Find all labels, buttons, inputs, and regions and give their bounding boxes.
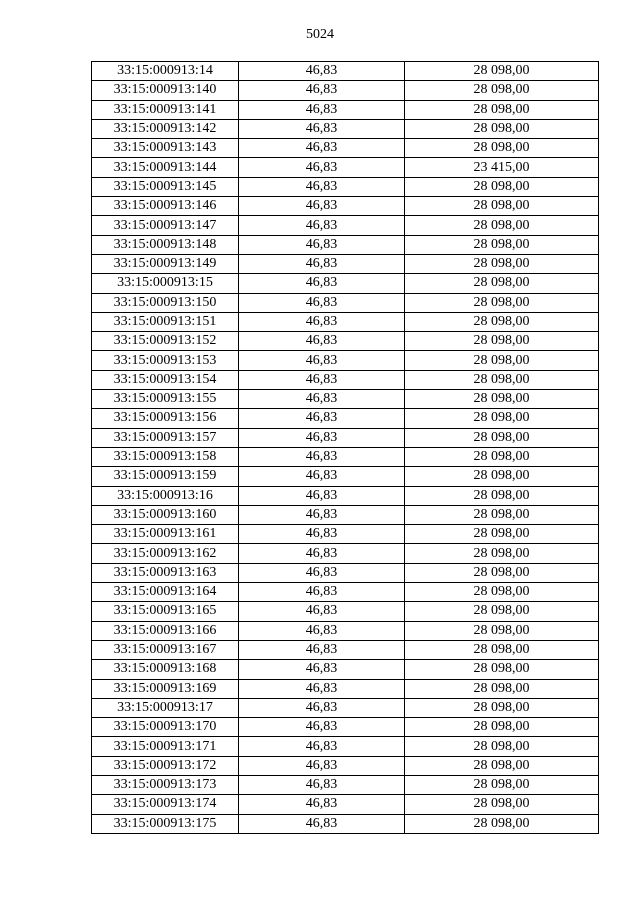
cadastral-number-cell: 33:15:000913:143 (92, 139, 239, 158)
cadastral-number-cell: 33:15:000913:170 (92, 718, 239, 737)
area-cell: 46,83 (239, 351, 405, 370)
value-cell: 28 098,00 (405, 467, 599, 486)
value-cell: 28 098,00 (405, 139, 599, 158)
table-row (92, 409, 599, 428)
cadastral-number-cell: 33:15:000913:171 (92, 737, 239, 756)
cadastral-number-cell: 33:15:000913:174 (92, 795, 239, 814)
value-cell: 28 098,00 (405, 544, 599, 563)
table-row (92, 235, 599, 254)
table-row (92, 119, 599, 138)
table-row (92, 505, 599, 524)
area-cell: 46,83 (239, 390, 405, 409)
cadastral-number-cell: 33:15:000913:15 (92, 274, 239, 293)
cadastral-number-cell: 33:15:000913:142 (92, 119, 239, 138)
table-row (92, 390, 599, 409)
table-row (92, 293, 599, 312)
table-row (92, 621, 599, 640)
value-cell: 28 098,00 (405, 698, 599, 717)
cadastral-number-cell: 33:15:000913:141 (92, 100, 239, 119)
table-row (92, 370, 599, 389)
table-row (92, 197, 599, 216)
cadastral-table (91, 61, 599, 834)
area-cell: 46,83 (239, 370, 405, 389)
cadastral-number-cell: 33:15:000913:14 (92, 62, 239, 81)
table-row (92, 139, 599, 158)
table-row (92, 679, 599, 698)
cadastral-number-cell: 33:15:000913:16 (92, 486, 239, 505)
area-cell: 46,83 (239, 447, 405, 466)
table-row (92, 351, 599, 370)
value-cell: 28 098,00 (405, 119, 599, 138)
table-row (92, 158, 599, 177)
table-row (92, 332, 599, 351)
cadastral-number-cell: 33:15:000913:148 (92, 235, 239, 254)
cadastral-number-cell: 33:15:000913:175 (92, 814, 239, 833)
cadastral-number-cell: 33:15:000913:165 (92, 602, 239, 621)
value-cell: 28 098,00 (405, 351, 599, 370)
value-cell: 23 415,00 (405, 158, 599, 177)
cadastral-number-cell: 33:15:000913:151 (92, 312, 239, 331)
cadastral-number-cell: 33:15:000913:158 (92, 447, 239, 466)
value-cell: 28 098,00 (405, 177, 599, 196)
value-cell: 28 098,00 (405, 312, 599, 331)
value-cell: 28 098,00 (405, 814, 599, 833)
table-row (92, 447, 599, 466)
value-cell: 28 098,00 (405, 525, 599, 544)
value-cell: 28 098,00 (405, 775, 599, 794)
cadastral-number-cell: 33:15:000913:166 (92, 621, 239, 640)
area-cell: 46,83 (239, 775, 405, 794)
area-cell: 46,83 (239, 795, 405, 814)
area-cell: 46,83 (239, 544, 405, 563)
value-cell: 28 098,00 (405, 718, 599, 737)
value-cell: 28 098,00 (405, 81, 599, 100)
value-cell: 28 098,00 (405, 254, 599, 273)
cadastral-number-cell: 33:15:000913:147 (92, 216, 239, 235)
area-cell: 46,83 (239, 679, 405, 698)
cadastral-number-cell: 33:15:000913:173 (92, 775, 239, 794)
area-cell: 46,83 (239, 525, 405, 544)
table-row (92, 698, 599, 717)
cadastral-number-cell: 33:15:000913:17 (92, 698, 239, 717)
area-cell: 46,83 (239, 409, 405, 428)
table-row (92, 775, 599, 794)
value-cell: 28 098,00 (405, 602, 599, 621)
value-cell: 28 098,00 (405, 235, 599, 254)
table-body (92, 62, 599, 834)
area-cell: 46,83 (239, 718, 405, 737)
value-cell: 28 098,00 (405, 486, 599, 505)
value-cell: 28 098,00 (405, 447, 599, 466)
area-cell: 46,83 (239, 756, 405, 775)
value-cell: 28 098,00 (405, 505, 599, 524)
area-cell: 46,83 (239, 602, 405, 621)
table-row (92, 81, 599, 100)
cadastral-number-cell: 33:15:000913:144 (92, 158, 239, 177)
cadastral-number-cell: 33:15:000913:161 (92, 525, 239, 544)
table-row (92, 100, 599, 119)
cadastral-number-cell: 33:15:000913:160 (92, 505, 239, 524)
table-row (92, 216, 599, 235)
area-cell: 46,83 (239, 216, 405, 235)
area-cell: 46,83 (239, 505, 405, 524)
area-cell: 46,83 (239, 640, 405, 659)
value-cell: 28 098,00 (405, 409, 599, 428)
cadastral-number-cell: 33:15:000913:169 (92, 679, 239, 698)
cadastral-number-cell: 33:15:000913:172 (92, 756, 239, 775)
value-cell: 28 098,00 (405, 197, 599, 216)
value-cell: 28 098,00 (405, 679, 599, 698)
area-cell: 46,83 (239, 62, 405, 81)
table-row (92, 756, 599, 775)
area-cell: 46,83 (239, 312, 405, 331)
area-cell: 46,83 (239, 583, 405, 602)
value-cell: 28 098,00 (405, 795, 599, 814)
area-cell: 46,83 (239, 428, 405, 447)
area-cell: 46,83 (239, 467, 405, 486)
value-cell: 28 098,00 (405, 583, 599, 602)
table-row (92, 312, 599, 331)
value-cell: 28 098,00 (405, 640, 599, 659)
table-row (92, 814, 599, 833)
cadastral-number-cell: 33:15:000913:146 (92, 197, 239, 216)
cadastral-number-cell: 33:15:000913:156 (92, 409, 239, 428)
value-cell: 28 098,00 (405, 100, 599, 119)
cadastral-number-cell: 33:15:000913:163 (92, 563, 239, 582)
table-row (92, 640, 599, 659)
area-cell: 46,83 (239, 158, 405, 177)
value-cell: 28 098,00 (405, 216, 599, 235)
area-cell: 46,83 (239, 332, 405, 351)
area-cell: 46,83 (239, 563, 405, 582)
value-cell: 28 098,00 (405, 660, 599, 679)
cadastral-number-cell: 33:15:000913:145 (92, 177, 239, 196)
table-row (92, 274, 599, 293)
area-cell: 46,83 (239, 486, 405, 505)
area-cell: 46,83 (239, 274, 405, 293)
area-cell: 46,83 (239, 698, 405, 717)
table-row (92, 486, 599, 505)
table-row (92, 563, 599, 582)
value-cell: 28 098,00 (405, 390, 599, 409)
area-cell: 46,83 (239, 737, 405, 756)
area-cell: 46,83 (239, 100, 405, 119)
value-cell: 28 098,00 (405, 428, 599, 447)
value-cell: 28 098,00 (405, 756, 599, 775)
cadastral-number-cell: 33:15:000913:157 (92, 428, 239, 447)
value-cell: 28 098,00 (405, 370, 599, 389)
table-row (92, 718, 599, 737)
table-row (92, 525, 599, 544)
area-cell: 46,83 (239, 235, 405, 254)
table-row (92, 583, 599, 602)
table-row (92, 660, 599, 679)
cadastral-number-cell: 33:15:000913:159 (92, 467, 239, 486)
cadastral-number-cell: 33:15:000913:164 (92, 583, 239, 602)
cadastral-number-cell: 33:15:000913:149 (92, 254, 239, 273)
area-cell: 46,83 (239, 197, 405, 216)
area-cell: 46,83 (239, 119, 405, 138)
page-number: 5024 (306, 27, 334, 42)
value-cell: 28 098,00 (405, 737, 599, 756)
table-row (92, 177, 599, 196)
area-cell: 46,83 (239, 254, 405, 273)
table-row (92, 467, 599, 486)
value-cell: 28 098,00 (405, 332, 599, 351)
cadastral-number-cell: 33:15:000913:153 (92, 351, 239, 370)
area-cell: 46,83 (239, 814, 405, 833)
table-row (92, 795, 599, 814)
area-cell: 46,83 (239, 139, 405, 158)
cadastral-number-cell: 33:15:000913:162 (92, 544, 239, 563)
area-cell: 46,83 (239, 177, 405, 196)
table-row (92, 737, 599, 756)
value-cell: 28 098,00 (405, 62, 599, 81)
cadastral-number-cell: 33:15:000913:167 (92, 640, 239, 659)
area-cell: 46,83 (239, 660, 405, 679)
value-cell: 28 098,00 (405, 293, 599, 312)
cadastral-number-cell: 33:15:000913:152 (92, 332, 239, 351)
table-row (92, 62, 599, 81)
value-cell: 28 098,00 (405, 274, 599, 293)
area-cell: 46,83 (239, 293, 405, 312)
cadastral-number-cell: 33:15:000913:155 (92, 390, 239, 409)
value-cell: 28 098,00 (405, 563, 599, 582)
value-cell: 28 098,00 (405, 621, 599, 640)
cadastral-number-cell: 33:15:000913:150 (92, 293, 239, 312)
table-row (92, 254, 599, 273)
area-cell: 46,83 (239, 81, 405, 100)
area-cell: 46,83 (239, 621, 405, 640)
cadastral-number-cell: 33:15:000913:154 (92, 370, 239, 389)
cadastral-number-cell: 33:15:000913:140 (92, 81, 239, 100)
cadastral-number-cell: 33:15:000913:168 (92, 660, 239, 679)
table-row (92, 428, 599, 447)
table-row (92, 544, 599, 563)
table-row (92, 602, 599, 621)
